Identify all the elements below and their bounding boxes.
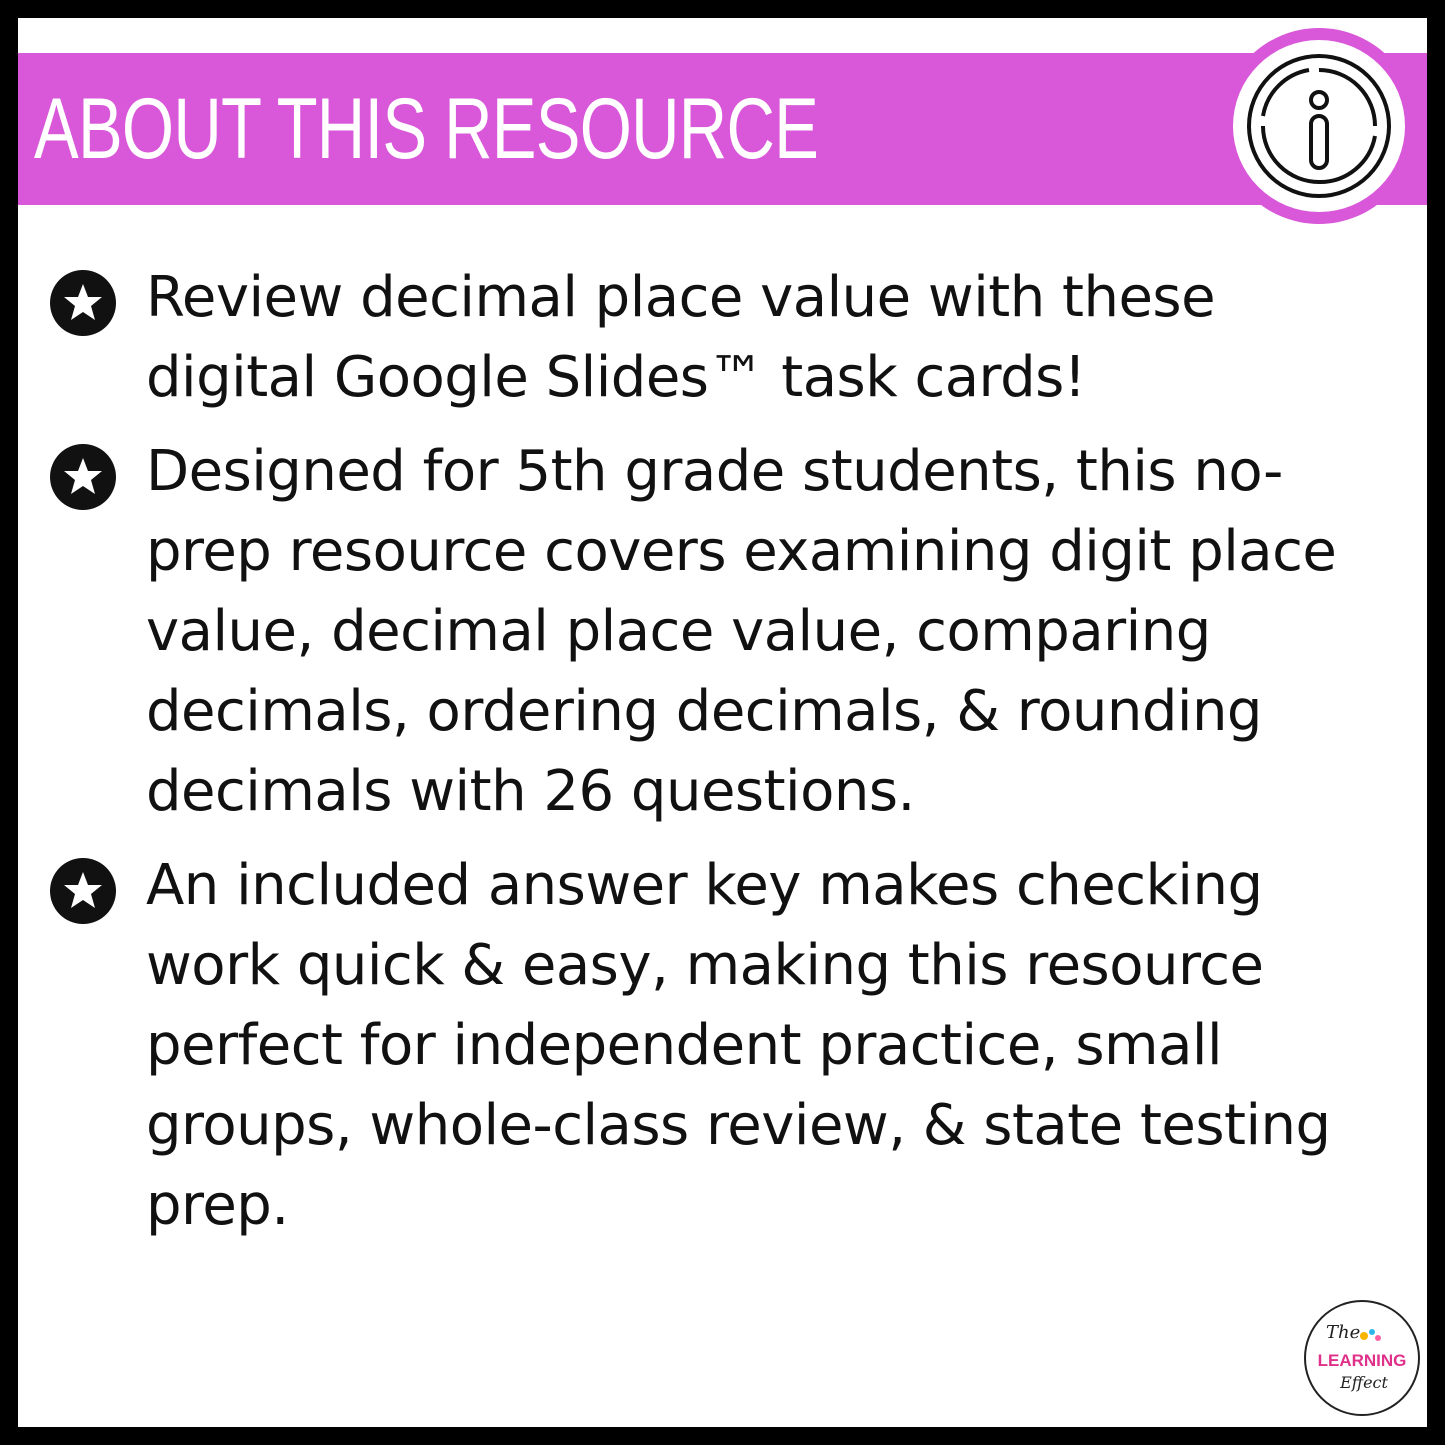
bullet-line: digital Google Slides™ task cards! bbox=[146, 345, 1086, 410]
bullet-line: value, decimal place value, comparing bbox=[146, 599, 1211, 664]
bullet-line: prep. bbox=[146, 1173, 289, 1238]
info-icon bbox=[1221, 28, 1417, 224]
brand-logo bbox=[1304, 1300, 1420, 1416]
star-icon bbox=[50, 444, 116, 510]
bullet-line: prep resource covers examining digit place bbox=[146, 519, 1337, 584]
bullet-line: groups, whole-class review, & state testing bbox=[146, 1093, 1331, 1158]
header-banner bbox=[18, 53, 1427, 205]
bullet-line: decimals with 26 questions. bbox=[146, 759, 915, 824]
logo-mark bbox=[1306, 1302, 1418, 1414]
list-item bbox=[48, 432, 1418, 832]
star-icon bbox=[50, 858, 116, 924]
list-item bbox=[48, 258, 1418, 418]
page-title: ABOUT THIS RESOURCE bbox=[34, 81, 819, 177]
bullet-line: Designed for 5th grade students, this no- bbox=[146, 439, 1283, 504]
info-badge bbox=[1221, 28, 1417, 224]
bullet-line: decimals, ordering decimals, & rounding bbox=[146, 679, 1262, 744]
bullet-list bbox=[48, 258, 1418, 1260]
logo-line-1: The bbox=[1326, 1322, 1361, 1343]
bullet-line: perfect for independent practice, small bbox=[146, 1013, 1223, 1078]
bullet-line: work quick & easy, making this resource bbox=[146, 933, 1264, 998]
list-item bbox=[48, 846, 1418, 1246]
bullet-line: Review decimal place value with these bbox=[146, 265, 1216, 330]
star-icon bbox=[50, 270, 116, 336]
logo-line-3: Effect bbox=[1340, 1373, 1388, 1392]
slide-frame bbox=[18, 18, 1427, 1427]
bullet-line: An included answer key makes checking bbox=[146, 853, 1263, 918]
logo-line-2: LEARNING bbox=[1317, 1351, 1407, 1370]
